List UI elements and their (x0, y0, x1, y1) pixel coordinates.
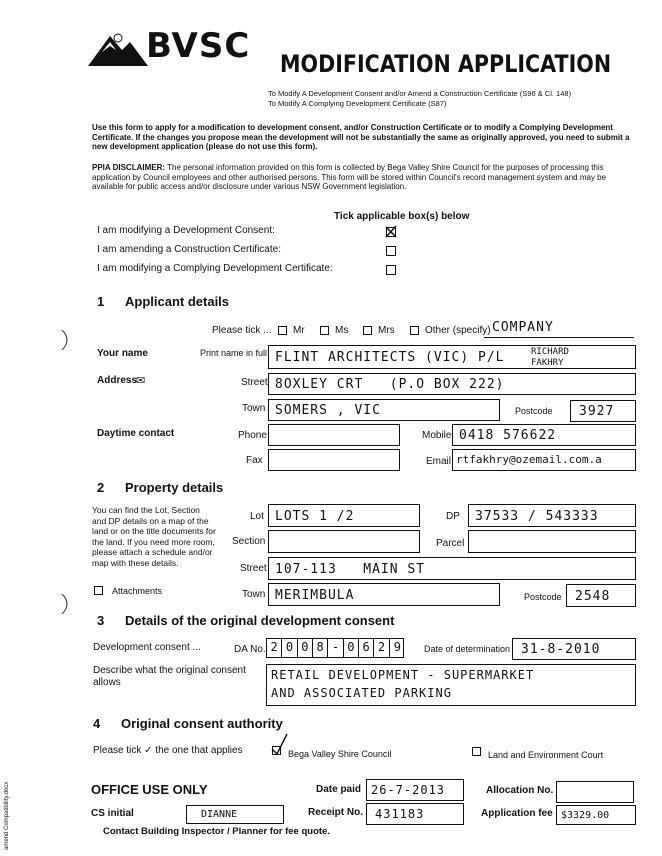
title-other-label: Other (specify) (425, 325, 491, 336)
tick-option-1-label: I am modifying a Development Consent: (97, 225, 275, 236)
section-label: Section (232, 536, 266, 547)
phone-label: Phone (238, 430, 267, 441)
name-value: FLINT ARCHITECTS (VIC) P/L (275, 350, 505, 365)
date-paid-value: 26-7-2013 (371, 783, 446, 797)
receipt-label: Receipt No. (308, 807, 364, 818)
determination-value: 31-8-2010 (521, 642, 601, 657)
title-ms-label: Ms (335, 325, 349, 336)
section-4-number: 4 (93, 716, 101, 731)
da-number-label: DA No. (234, 644, 266, 655)
print-name-label: Print name in full (200, 348, 268, 358)
your-name-label: Your name (97, 348, 148, 359)
describe-field[interactable] (266, 664, 636, 706)
tick-option-3-label: I am modifying a Complying Development Certificate: (97, 263, 333, 274)
lot-field[interactable] (268, 504, 420, 527)
property-postcode-value: 2548 (575, 589, 611, 604)
town-label: Town (242, 403, 266, 414)
tick-mark-icon (271, 733, 289, 755)
da-digit-cell: 0 (282, 639, 297, 657)
intro-text: Use this form to apply for a modification to development consent, and/or Construction Certificate or to modify a Complying Development Certificate. If the changes you propose mean the development will not be substantially the same as originally approved, you need to submit a new development application (please do not use this form). (92, 123, 630, 151)
postcode-label: Postcode (515, 406, 553, 416)
section-3-number: 3 (97, 613, 105, 628)
attachments-checkbox[interactable] (94, 586, 103, 595)
email-value: rtfakhry@ozemail.com.a (456, 453, 602, 466)
logo-text: BVSC (146, 26, 251, 66)
land-court-checkbox[interactable] (472, 747, 481, 756)
section-2-number: 2 (97, 480, 105, 495)
describe-line-2: AND ASSOCIATED PARKING (271, 686, 452, 700)
property-street-value: 107-113 MAIN ST (275, 562, 426, 577)
punch-hole-mark-bottom (60, 592, 74, 616)
development-consent-label: Development consent ... (93, 642, 201, 653)
da-digit-cell: - (328, 639, 343, 657)
postcode-field[interactable] (570, 400, 636, 422)
describe-label-1: Describe what the original consent (93, 665, 246, 676)
daytime-contact-label: Daytime contact (97, 428, 175, 439)
mountain-logo-icon (88, 32, 148, 68)
allocation-label: Allocation No. (486, 785, 554, 796)
property-street-field[interactable] (268, 557, 636, 580)
da-digit-cell: 0 (298, 639, 313, 657)
property-postcode-label: Postcode (524, 592, 562, 602)
property-help-text: You can find the Lot, Section and DP details on a map of the land or on the title documents for the land. If you need more room, please attach a schedule and/or map with these details. (92, 505, 216, 568)
bega-valley-label: Bega Valley Shire Council (288, 749, 392, 759)
phone-field[interactable] (268, 424, 400, 446)
authority-please-tick: Please tick ✓ the one that applies (93, 745, 243, 756)
address-label: Address (97, 375, 138, 386)
logo (88, 28, 260, 70)
cs-initial-value: DIANNE (201, 809, 238, 820)
fax-field[interactable] (268, 449, 400, 471)
lot-label: Lot (250, 511, 264, 522)
cross-mark-icon (384, 224, 398, 238)
da-digit-cell: 2 (374, 639, 389, 657)
dp-label: DP (446, 511, 460, 522)
email-field[interactable] (452, 449, 636, 471)
receipt-field[interactable] (366, 803, 464, 825)
receipt-value: 431183 (375, 807, 425, 821)
punch-hole-mark-top (60, 328, 74, 352)
title-mrs-checkbox[interactable] (363, 326, 372, 335)
dp-value: 37533 / 543333 (475, 509, 599, 524)
section-field[interactable] (268, 530, 420, 553)
tick-option-3-checkbox[interactable] (386, 265, 396, 275)
da-digit-cell: 6 (359, 639, 374, 657)
property-town-field[interactable] (268, 583, 500, 606)
tick-option-2-label: I am amending a Construction Certificate: (97, 244, 281, 255)
application-fee-label: Application fee (481, 808, 553, 819)
property-town-label: Town (242, 589, 266, 600)
subtitle-2: To Modify A Complying Development Certificate (S87) (268, 99, 447, 108)
please-tick-label: Please tick ... (212, 325, 272, 336)
postcode-value: 3927 (579, 404, 615, 419)
describe-label-2: allows (93, 677, 121, 688)
da-digit-cell: 0 (344, 639, 359, 657)
ppia-label: PPIA DISCLAIMER: (92, 163, 166, 172)
title-other-value: COMPANY (492, 320, 554, 335)
section-3-title: Details of the original development consent (125, 613, 395, 628)
section-2-title: Property details (125, 480, 224, 495)
allocation-field[interactable] (556, 781, 634, 803)
cs-initial-field[interactable] (186, 805, 284, 824)
subtitle-1: To Modify A Development Consent and/or Amend a Construction Certificate (S96 & Cl. 148) (268, 89, 572, 98)
dp-field[interactable] (468, 504, 636, 527)
fee-quote-note: Contact Building Inspector / Planner for fee quote. (103, 826, 330, 837)
da-digit-cell: 2 (267, 639, 282, 657)
determination-field[interactable] (512, 638, 636, 660)
parcel-label: Parcel (436, 538, 465, 549)
property-street-label: Street (240, 563, 267, 574)
name-field[interactable] (268, 345, 636, 369)
land-court-label: Land and Environment Court (488, 750, 604, 760)
title-ms-checkbox[interactable] (320, 326, 329, 335)
property-town-value: MERIMBULA (275, 588, 355, 603)
office-title: OFFICE USE ONLY (91, 782, 208, 797)
tick-option-2-checkbox[interactable] (386, 246, 396, 256)
other-underline (484, 337, 634, 338)
name-extra-2: FAKHRY (531, 358, 564, 368)
describe-line-1: RETAIL DEVELOPMENT - SUPERMARKET (271, 668, 535, 682)
cs-initial-label: CS initial (91, 808, 134, 819)
lot-value: LOTS 1 /2 (275, 509, 355, 524)
da-digit-cell: 9 (393, 640, 401, 654)
ppia-disclaimer (92, 163, 638, 192)
determination-label: Date of determination (424, 644, 511, 654)
email-label: Email (426, 456, 452, 467)
parcel-field[interactable] (468, 530, 636, 553)
section-1-title: Applicant details (125, 294, 230, 309)
town-field[interactable] (268, 399, 500, 421)
mobile-label: Mobile (422, 430, 452, 441)
mobile-value: 0418 576622 (459, 428, 557, 443)
town-value: SOMERS , VIC (275, 403, 381, 418)
title-mr-checkbox[interactable] (278, 326, 287, 335)
side-file-label: amend Compatibility.docx (4, 781, 10, 850)
application-fee-field[interactable] (556, 805, 636, 825)
da-number-field[interactable] (266, 638, 404, 658)
title-mrs-label: Mrs (378, 325, 395, 336)
mobile-field[interactable] (452, 424, 636, 446)
section-4-title: Original consent authority (121, 716, 283, 731)
application-fee-value: $3329.00 (561, 810, 610, 821)
date-paid-field[interactable] (366, 779, 464, 801)
attachments-label: Attachments (112, 586, 163, 596)
section-1-number: 1 (97, 294, 105, 309)
street-value: 8OXLEY CRT (P.O BOX 222) (275, 377, 505, 392)
title-other-checkbox[interactable] (410, 326, 419, 335)
bega-valley-checkbox[interactable] (272, 746, 281, 755)
ppia-text: The personal information provided on this form is collected by Bega Valley Shire Council for the purposes of processing this application by Council employees and other authorised persons. This form will be stored within Council's record management system and may be available for public access and/or disclosure under various NSW Government legislation. (92, 163, 607, 191)
da-digit-cell: 8 (313, 639, 328, 657)
fax-label: Fax (246, 455, 263, 466)
street-field[interactable] (268, 373, 636, 395)
date-paid-label: Date paid (316, 784, 362, 795)
tick-option-1-checkbox[interactable] (386, 227, 396, 237)
tick-heading: Tick applicable box(s) below (334, 211, 470, 222)
name-extra-1: RICHARD (531, 347, 569, 357)
page-title: MODIFICATION APPLICATION (280, 50, 612, 78)
property-postcode-field[interactable] (566, 584, 636, 607)
title-mr-label: Mr (293, 325, 305, 336)
street-label: Street (241, 377, 268, 388)
envelope-icon: ✉ (136, 375, 146, 387)
